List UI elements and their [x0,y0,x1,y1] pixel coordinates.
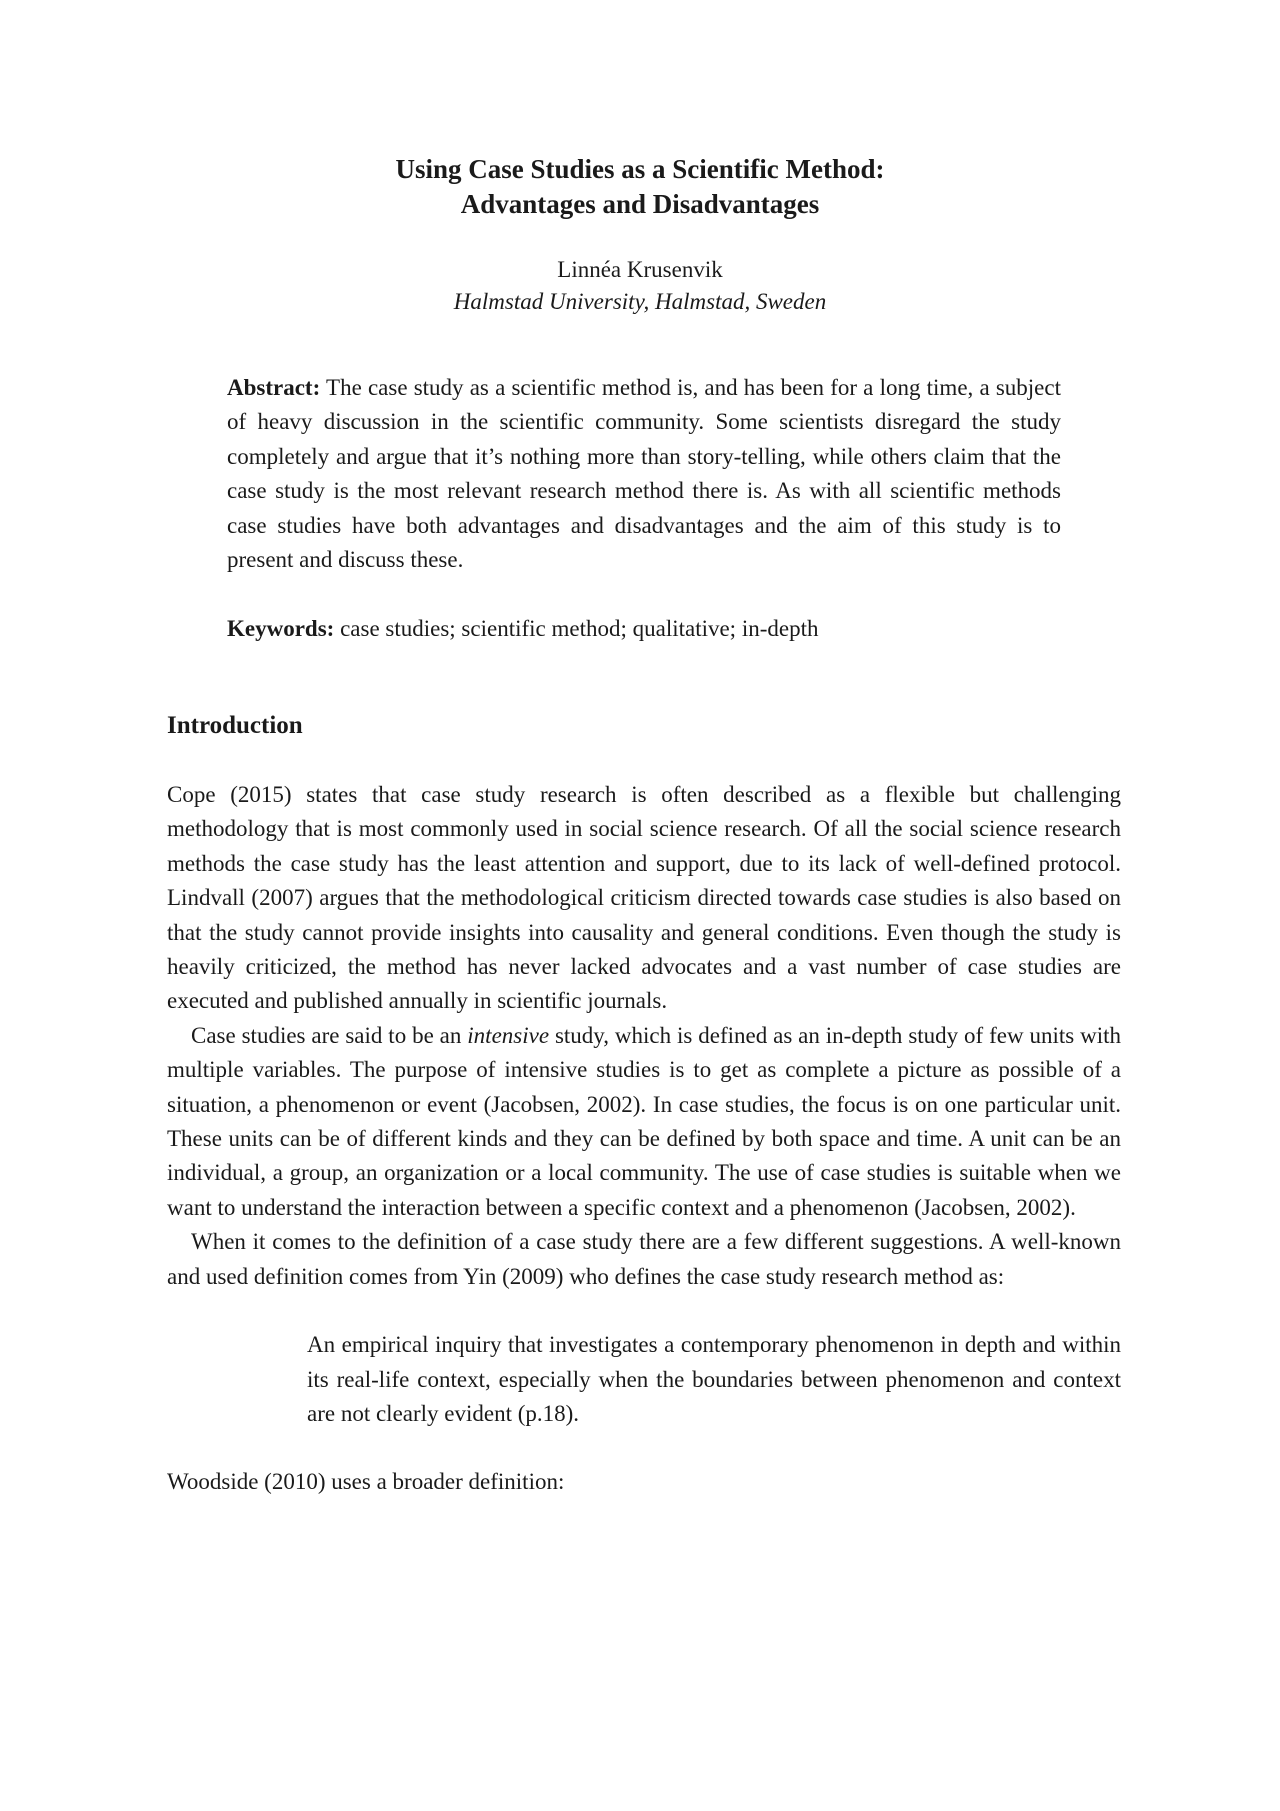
paragraph-2 [167,1019,1121,1225]
keywords-text: case studies; scientific method; qualitative; in-depth [340,616,819,641]
paragraph-1: Cope (2015) states that case study research is often described as a flexible but challenging methodology that is most commonly used in social science research. Of all the social science research methods the case study has the least attention and support, due to its lack of well-defined protocol. Lindvall (2007) argues that the methodological criticism directed towards case studies is also based on that the study cannot provide insights into causality and general conditions. Even though the study is heavily criticized, the method has never lacked advocates and a vast number of case studies are executed and published annually in scientific journals. [167,782,1121,1014]
paragraph-3: When it comes to the definition of a case study there are a few different suggestions. A well-known and used definition comes from Yin (2009) who defines the case study research method as: [167,1229,1121,1289]
paragraph-2-start: Case studies are said to be an [191,1022,468,1048]
paragraph-2-end: study, which is defined as an in-depth study of few units with multiple variables. The purpose of intensive studies is to get as complete a picture as possible of a situation, a phenomenon or event (Jacobsen, 2002). In case studies, the focus is on one particular unit. These units can be of different kinds and they can be defined by both space and time. A unit can be an individual, a group, an organization or a local community. The use of case studies is suitable when we want to understand the interaction between a specific context and a phenomenon (Jacobsen, 2002). [167,1022,1122,1220]
abstract-text: The case study as a scientific method is, and has been for a long time, a subject of heavy discussion in the scientific community. Some scientists disregard the study completely and argue that it’s nothing more than story-telling, while others claim that the case study is the most relevant research method there is. As with all scientific methods case studies have both advantages and disadvantages and the aim of this study is to present and discuss these. [227,375,1061,573]
block-quote: An empirical inquiry that investigates a contemporary phenomenon in depth and within its real-life context, especially when the boundaries between phenomenon and context are not clearly evident (p.18). [307,1332,1121,1426]
author-affiliation: Halmstad University, Halmstad, Sweden [453,289,827,314]
section-heading-introduction: Introduction [167,712,303,739]
abstract-label: Abstract: [227,375,321,400]
title-line-1: Using Case Studies as a Scientific Method: [395,154,885,184]
title-line-2: Advantages and Disadvantages [460,189,820,219]
paper-title [0,152,1280,222]
paragraph-4: Woodside (2010) uses a broader definition: [167,1469,565,1495]
abstract [227,371,1061,577]
keywords-label: Keywords: [227,616,335,641]
author-name: Linnéa Krusenvik [557,257,723,282]
paragraph-2-emphasis: intensive [467,1022,550,1048]
introduction-body [167,778,1121,1500]
keywords [227,612,1061,646]
